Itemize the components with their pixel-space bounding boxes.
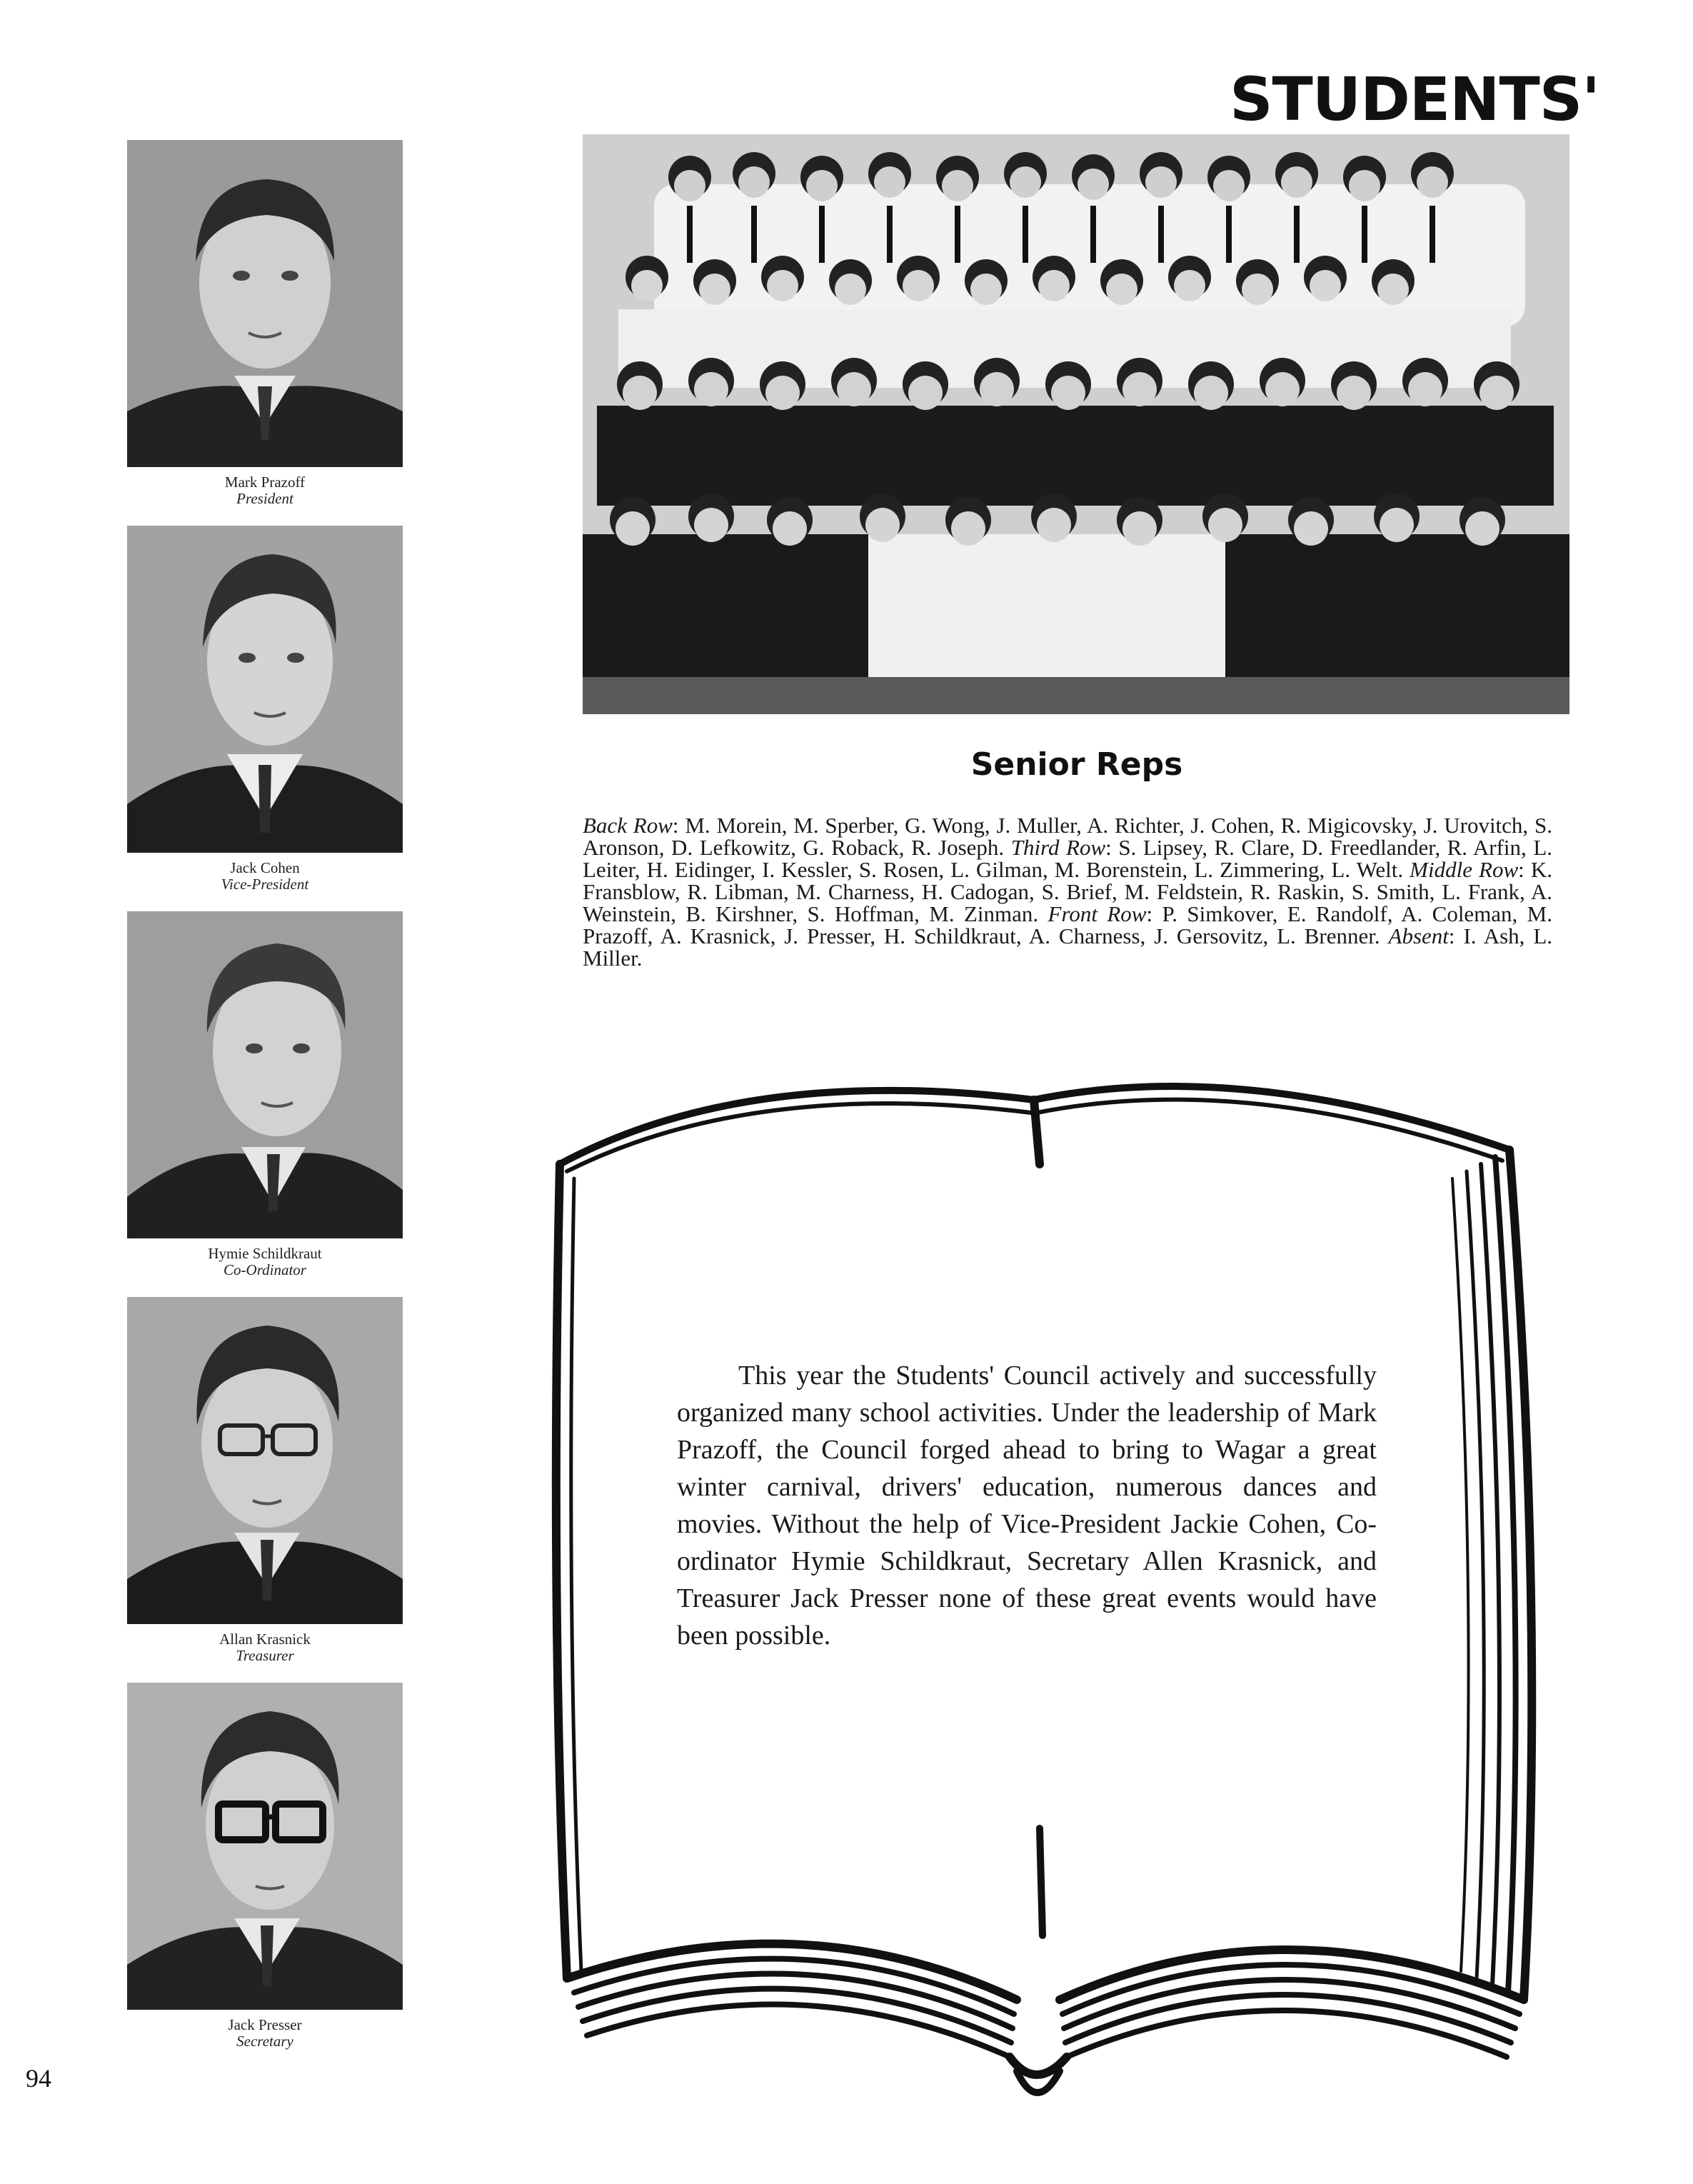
group-heading: Senior Reps [970, 746, 1183, 783]
row-names: I. Ash, L. Miller. [583, 923, 1553, 971]
officer-role: President [236, 490, 293, 507]
portrait-vice-president [127, 526, 403, 893]
senior-reps-group-photo [583, 134, 1569, 714]
row-label: Front Row [1048, 901, 1147, 926]
row-names: S. Lipsey, R. Clare, D. Freedlander, R. Arfin, L. Leiter, H. Eidinger, I. Kessler, S. Rosen, L. Gilman, M. Borenstein, L. Zimmering, L. Welt. [583, 835, 1553, 882]
portrait-treasurer [127, 1297, 403, 1664]
row-label: Middle Row [1410, 857, 1519, 882]
council-narrative: This year the Students' Council actively and successfully organized many school activities. Under the leadership of Mark Prazoff, the Council forged ahead to bring to Wagar a great winter carnival, drivers' education, numerous dances and movies. Without the help of Vice-President Jackie Cohen, Co-ordinator Hymie Schildkraut, Secretary Allen Krasnick, and Treasurer Jack Presser none of these great events would have been possible. [677, 1361, 1377, 1650]
row-label: Third Row [1010, 835, 1106, 860]
officer-role: Co-Ordinator [223, 1261, 306, 1278]
row-names: K. Fransblow, R. Libman, M. Charness, H. Cadogan, S. Brief, M. Feldstein, R. Raskin, S. Smith, L. Frank, A. Weinstein, B. Kirshner, S. Hoffman, M. Zinman. [583, 857, 1553, 926]
portrait-secretary [127, 1683, 403, 2050]
officer-name: Allan Krasnick [219, 1631, 311, 1648]
page-number: 94 [26, 2064, 51, 2093]
row-names: M. Morein, M. Sperber, G. Wong, J. Muller, A. Richter, J. Cohen, R. Migicovsky, J. Urovitch, S. Aronson, D. Lefkowitz, G. Roback, R. Joseph. [583, 813, 1552, 860]
roster-caption: Back Row: M. Morein, M. Sperber, G. Wong, J. Muller, A. Richter, J. Cohen, R. Migicovsky, J. Urovitch, S. Aronson, D. Lefkowitz, G. Roback, R. Joseph. Third Row: S. Lipsey, R. Clare, D. Freedlander, R. Arfin, L. Leiter, H. Eidinger, I. Kessler, S. Rosen, L. Gilman, M. Borenstein, L. Zimmering, L. Welt. Middle Row: K. Fransblow, R. Libman, M. Charness, H. Cadogan, S. Brief, M. Feldstein, R. Raskin, S. Smith, L. Frank, A. Weinstein, B. Kirshner, S. Hoffman, M. Zinman. Front Row: P. Simkover, E. Randolf, A. Coleman, M. Prazoff, A. Krasnick, J. Presser, H. Schildkraut, A. Charness, J. Gersovitz, L. Brenner. Absent: I. Ash, L. Miller. [583, 813, 1553, 971]
officer-name: Jack Cohen [230, 859, 300, 876]
portrait-photo [127, 140, 403, 467]
portrait-photo [127, 1297, 403, 1624]
officer-name: Hymie Schildkraut [208, 1245, 322, 1262]
officer-role: Secretary [236, 2033, 293, 2050]
officer-role: Vice-President [221, 876, 309, 893]
portrait-photo [127, 1683, 403, 2010]
officer-name: Jack Presser [228, 2016, 302, 2033]
portrait-photo [127, 526, 403, 853]
row-label: Back Row [583, 813, 673, 838]
page-title: STUDENTS' [1230, 64, 1599, 134]
row-names: P. Simkover, E. Randolf, A. Coleman, M. Prazoff, A. Krasnick, J. Presser, H. Schildkraut, A. Charness, J. Gersovitz, L. Brenner. [583, 901, 1552, 948]
row-label: Absent [1388, 923, 1449, 948]
officer-role: Treasurer [236, 1647, 294, 1664]
portrait-photo [127, 911, 403, 1238]
portrait-president [127, 140, 403, 507]
officer-name: Mark Prazoff [224, 474, 306, 491]
portrait-co-ordinator [127, 911, 403, 1278]
